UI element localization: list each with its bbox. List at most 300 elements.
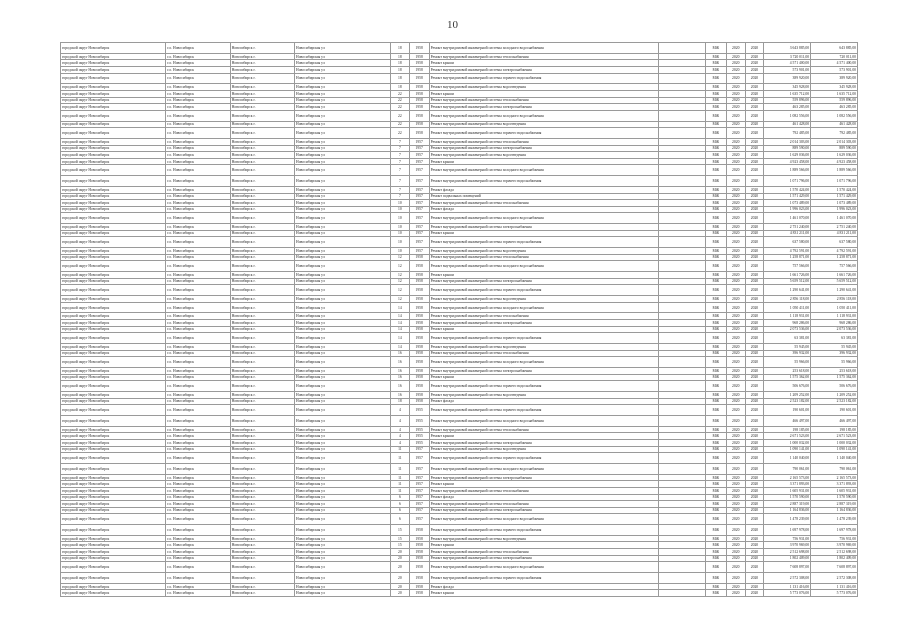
cell-build-year: 1957 bbox=[409, 237, 429, 248]
cell-house-number: 16 bbox=[391, 374, 410, 381]
cell-amount: 345 928,00 bbox=[811, 84, 858, 91]
cell-locality: Новосибирск г. bbox=[230, 507, 294, 514]
cell-amount: 1 802 409,00 bbox=[811, 555, 858, 562]
cell-amount: 573 901,00 bbox=[811, 66, 858, 73]
cell-amount: 792 485,00 bbox=[811, 128, 858, 139]
cell-street: Новосибирская ул bbox=[295, 494, 391, 501]
cell-note bbox=[658, 583, 705, 590]
cell-year-end: 2020 bbox=[745, 381, 764, 392]
cell-note bbox=[658, 230, 705, 237]
cell-locality: Новосибирск г. bbox=[230, 426, 294, 433]
cell-locality: Новосибирск г. bbox=[230, 367, 294, 374]
cell-criterion: МЖ bbox=[705, 84, 726, 91]
cell-house-number: 12 bbox=[391, 278, 410, 285]
cell-amount: 190 601,00 bbox=[811, 405, 858, 416]
cell-district: г.о. Новосибирск bbox=[166, 525, 230, 536]
cell-work-type: Ремонт внутридомовой инженерной системы электроснабжения bbox=[429, 507, 658, 514]
cell-year-start: 2020 bbox=[726, 213, 745, 224]
cell-criterion: МЖ bbox=[705, 535, 726, 542]
cell-build-year: 1958 bbox=[409, 535, 429, 542]
cell-street: Новосибирская ул bbox=[295, 555, 391, 562]
cell-district: г.о. Новосибирск bbox=[166, 381, 230, 392]
cell-amount: 389 920,00 bbox=[811, 73, 858, 84]
cell-criterion: МЖ bbox=[705, 248, 726, 255]
cell-cost: 757 566,00 bbox=[764, 261, 811, 272]
cell-locality: Новосибирск г. bbox=[230, 278, 294, 285]
cell-locality: Новосибирск г. bbox=[230, 381, 294, 392]
cell-cost: 253 618,00 bbox=[764, 367, 811, 374]
cell-amount: 2 523 182,00 bbox=[811, 398, 858, 405]
cell-amount: 463 285,00 bbox=[811, 104, 858, 111]
cell-house-number: 16 bbox=[391, 391, 410, 398]
table-row bbox=[61, 501, 858, 508]
cell-district: г.о. Новосибирск bbox=[166, 296, 230, 303]
cell-work-type: Ремонт крыши bbox=[429, 481, 658, 488]
cell-year-end: 2020 bbox=[745, 104, 764, 111]
cell-year-start: 2020 bbox=[726, 555, 745, 562]
cell-build-year: 1958 bbox=[409, 121, 429, 128]
cell-year-end: 2020 bbox=[745, 453, 764, 464]
cell-municipality: городской округ Новосибирск bbox=[61, 583, 166, 590]
cell-house-number: 18 bbox=[391, 398, 410, 405]
cell-amount: 756 931,00 bbox=[811, 535, 858, 542]
cell-year-end: 2020 bbox=[745, 200, 764, 207]
cell-amount: 4 792 591,00 bbox=[811, 248, 858, 255]
cell-work-type: Ремонт крыши bbox=[429, 230, 658, 237]
cell-amount: 1 258 871,00 bbox=[811, 254, 858, 261]
cell-amount: 2 856 118,00 bbox=[811, 296, 858, 303]
cell-cost: 573 901,00 bbox=[764, 66, 811, 73]
cell-year-end: 2020 bbox=[745, 213, 764, 224]
cell-street: Новосибирская ул bbox=[295, 97, 391, 104]
cell-cost: 466 497,00 bbox=[764, 415, 811, 426]
cell-work-type: Ремонт внутридомовой инженерной системы горячего водоснабжения bbox=[429, 573, 658, 584]
cell-street: Новосибирская ул bbox=[295, 405, 391, 416]
cell-year-start: 2020 bbox=[726, 138, 745, 145]
cell-municipality: городской округ Новосибирск bbox=[61, 60, 166, 67]
cell-criterion: МЖ bbox=[705, 367, 726, 374]
cell-criterion: МЖ bbox=[705, 158, 726, 165]
cell-amount: 1 209 252,00 bbox=[811, 391, 858, 398]
cell-criterion: МЖ bbox=[705, 446, 726, 453]
cell-criterion: МЖ bbox=[705, 186, 726, 193]
cell-street: Новосибирская ул bbox=[295, 176, 391, 187]
cell-work-type: Ремонт внутридомовой инженерной системы водоотведения bbox=[429, 391, 658, 398]
cell-criterion: МЖ bbox=[705, 344, 726, 351]
cell-district: г.о. Новосибирск bbox=[166, 165, 230, 176]
cell-build-year: 1957 bbox=[409, 138, 429, 145]
cell-note bbox=[658, 535, 705, 542]
cell-street: Новосибирская ул bbox=[295, 507, 391, 514]
cell-cost: 7 608 897,00 bbox=[764, 562, 811, 573]
cell-year-end: 2020 bbox=[745, 474, 764, 481]
cell-amount: 55 945,00 bbox=[811, 344, 858, 351]
cell-note bbox=[658, 391, 705, 398]
cell-municipality: городской округ Новосибирск bbox=[61, 152, 166, 159]
cell-street: Новосибирская ул bbox=[295, 573, 391, 584]
cell-district: г.о. Новосибирск bbox=[166, 193, 230, 200]
table-row bbox=[61, 43, 858, 54]
cell-house-number: 20 bbox=[391, 573, 410, 584]
cell-build-year: 1958 bbox=[409, 398, 429, 405]
cell-house-number: 14 bbox=[391, 302, 410, 313]
table-row bbox=[61, 186, 858, 193]
cell-street: Новосибирская ул bbox=[295, 296, 391, 303]
cell-municipality: городской округ Новосибирск bbox=[61, 138, 166, 145]
cell-note bbox=[658, 176, 705, 187]
cell-build-year: 1958 bbox=[409, 333, 429, 344]
cell-note bbox=[658, 296, 705, 303]
cell-cost: 1 605 931,00 bbox=[764, 487, 811, 494]
cell-note bbox=[658, 357, 705, 368]
cell-note bbox=[658, 60, 705, 67]
cell-cost: 55 966,00 bbox=[764, 357, 811, 368]
table-row bbox=[61, 453, 858, 464]
cell-amount: 1 889 566,00 bbox=[811, 165, 858, 176]
cell-year-start: 2020 bbox=[726, 481, 745, 488]
cell-municipality: городской округ Новосибирск bbox=[61, 514, 166, 525]
cell-work-type: Ремонт внутридомовой инженерной системы теплоснабжения bbox=[429, 487, 658, 494]
cell-note bbox=[658, 415, 705, 426]
cell-street: Новосибирская ул bbox=[295, 326, 391, 333]
cell-district: г.о. Новосибирск bbox=[166, 53, 230, 60]
cell-build-year: 1957 bbox=[409, 248, 429, 255]
cell-note bbox=[658, 121, 705, 128]
cell-municipality: городской округ Новосибирск bbox=[61, 381, 166, 392]
cell-street: Новосибирская ул bbox=[295, 165, 391, 176]
cell-house-number: 22 bbox=[391, 97, 410, 104]
cell-work-type: Ремонт внутридомовой инженерной системы горячего водоснабжения bbox=[429, 453, 658, 464]
cell-year-end: 2020 bbox=[745, 186, 764, 193]
cell-cost: 5 659 512,00 bbox=[764, 278, 811, 285]
cell-cost: 3 371 893,00 bbox=[764, 481, 811, 488]
cell-criterion: МЖ bbox=[705, 285, 726, 296]
cell-amount: 889 590,00 bbox=[811, 145, 858, 152]
cell-district: г.о. Новосибирск bbox=[166, 90, 230, 97]
page-number: 10 bbox=[447, 19, 458, 31]
table-row bbox=[61, 90, 858, 97]
cell-criterion: МЖ bbox=[705, 104, 726, 111]
cell-year-end: 2020 bbox=[745, 501, 764, 508]
cell-build-year: 1958 bbox=[409, 302, 429, 313]
cell-criterion: МЖ bbox=[705, 453, 726, 464]
cell-year-end: 2020 bbox=[745, 43, 764, 54]
cell-year-end: 2020 bbox=[745, 555, 764, 562]
cell-district: г.о. Новосибирск bbox=[166, 186, 230, 193]
cell-year-end: 2020 bbox=[745, 165, 764, 176]
table-row bbox=[61, 158, 858, 165]
cell-work-type: Ремонт внутридомовой инженерной системы горячего водоснабжения bbox=[429, 176, 658, 187]
cell-municipality: городской округ Новосибирск bbox=[61, 66, 166, 73]
cell-street: Новосибирская ул bbox=[295, 237, 391, 248]
cell-district: г.о. Новосибирск bbox=[166, 514, 230, 525]
cell-criterion: МЖ bbox=[705, 350, 726, 357]
cell-criterion: МЖ bbox=[705, 481, 726, 488]
cell-cost: 1 118 931,00 bbox=[764, 313, 811, 320]
cell-locality: Новосибирск г. bbox=[230, 474, 294, 481]
cell-note bbox=[658, 152, 705, 159]
cell-work-type: Ремонт внутридомовой инженерной системы теплоснабжения bbox=[429, 97, 658, 104]
table-row bbox=[61, 507, 858, 514]
cell-cost: 2 523 182,00 bbox=[764, 398, 811, 405]
cell-cost: 3 970 969,00 bbox=[764, 542, 811, 549]
cell-street: Новосибирская ул bbox=[295, 193, 391, 200]
cell-street: Новосибирская ул bbox=[295, 542, 391, 549]
cell-locality: Новосибирск г. bbox=[230, 453, 294, 464]
cell-district: г.о. Новосибирск bbox=[166, 350, 230, 357]
cell-work-type: Ремонт внутридомовой инженерной системы холодного водоснабжения bbox=[429, 110, 658, 121]
cell-note bbox=[658, 555, 705, 562]
cell-district: г.о. Новосибирск bbox=[166, 344, 230, 351]
cell-amount: 1 605 931,00 bbox=[811, 487, 858, 494]
cell-work-type: Ремонт внутридомовой инженерной системы холодного водоснабжения bbox=[429, 357, 658, 368]
cell-criterion: МЖ bbox=[705, 433, 726, 440]
cell-build-year: 1958 bbox=[409, 583, 429, 590]
cell-district: г.о. Новосибирск bbox=[166, 248, 230, 255]
cell-build-year: 1958 bbox=[409, 53, 429, 60]
cell-locality: Новосибирск г. bbox=[230, 285, 294, 296]
cell-note bbox=[658, 501, 705, 508]
cell-year-end: 2020 bbox=[745, 344, 764, 351]
cell-municipality: городской округ Новосибирск bbox=[61, 481, 166, 488]
cell-amount: 1 290 641,00 bbox=[811, 285, 858, 296]
cell-municipality: городской округ Новосибирск bbox=[61, 573, 166, 584]
cell-amount: 790 061,00 bbox=[811, 463, 858, 474]
cell-amount: 2 572 308,00 bbox=[811, 573, 858, 584]
cell-street: Новосибирская ул bbox=[295, 278, 391, 285]
cell-year-start: 2020 bbox=[726, 285, 745, 296]
cell-note bbox=[658, 350, 705, 357]
cell-amount: 1 131 416,00 bbox=[811, 583, 858, 590]
cell-municipality: городской округ Новосибирск bbox=[61, 415, 166, 426]
cell-municipality: городской округ Новосибирск bbox=[61, 193, 166, 200]
cell-locality: Новосибирск г. bbox=[230, 138, 294, 145]
cell-year-end: 2020 bbox=[745, 296, 764, 303]
cell-year-start: 2020 bbox=[726, 525, 745, 536]
cell-municipality: городской округ Новосибирск bbox=[61, 248, 166, 255]
cell-locality: Новосибирск г. bbox=[230, 110, 294, 121]
cell-district: г.о. Новосибирск bbox=[166, 213, 230, 224]
cell-year-start: 2020 bbox=[726, 200, 745, 207]
cell-work-type: Ремонт крыши bbox=[429, 158, 658, 165]
cell-year-start: 2020 bbox=[726, 104, 745, 111]
cell-year-end: 2020 bbox=[745, 433, 764, 440]
cell-locality: Новосибирск г. bbox=[230, 555, 294, 562]
cell-criterion: МЖ bbox=[705, 426, 726, 433]
cell-work-type: Ремонт внутридомовой инженерной системы теплоснабжения bbox=[429, 313, 658, 320]
cell-note bbox=[658, 285, 705, 296]
cell-locality: Новосибирск г. bbox=[230, 152, 294, 159]
cell-district: г.о. Новосибирск bbox=[166, 542, 230, 549]
cell-amount: 2 073 536,00 bbox=[811, 326, 858, 333]
cell-house-number: 4 bbox=[391, 426, 410, 433]
cell-district: г.о. Новосибирск bbox=[166, 320, 230, 327]
cell-cost: 2 073 536,00 bbox=[764, 326, 811, 333]
cell-district: г.о. Новосибирск bbox=[166, 357, 230, 368]
cell-work-type: Ремонт внутридомовой инженерной системы водоотведения bbox=[429, 152, 658, 159]
cell-district: г.о. Новосибирск bbox=[166, 138, 230, 145]
cell-amount: 1 571 429,00 bbox=[811, 193, 858, 200]
cell-district: г.о. Новосибирск bbox=[166, 374, 230, 381]
cell-house-number: 16 bbox=[391, 381, 410, 392]
cell-criterion: МЖ bbox=[705, 326, 726, 333]
cell-year-start: 2020 bbox=[726, 230, 745, 237]
cell-district: г.о. Новосибирск bbox=[166, 562, 230, 573]
cell-house-number: 7 bbox=[391, 145, 410, 152]
cell-work-type: Ремонт внутридомовой инженерной системы холодного водоснабжения bbox=[429, 43, 658, 54]
cell-amount: 1 140 040,00 bbox=[811, 453, 858, 464]
cell-locality: Новосибирск г. bbox=[230, 433, 294, 440]
table-row bbox=[61, 357, 858, 368]
table-row bbox=[61, 381, 858, 392]
cell-criterion: МЖ bbox=[705, 224, 726, 231]
cell-municipality: городской округ Новосибирск bbox=[61, 405, 166, 416]
cell-work-type: Ремонт внутридомовой инженерной системы холодного водоснабжения bbox=[429, 463, 658, 474]
cell-municipality: городской округ Новосибирск bbox=[61, 398, 166, 405]
cell-note bbox=[658, 487, 705, 494]
cell-house-number: 14 bbox=[391, 320, 410, 327]
cell-work-type: Ремонт крыши bbox=[429, 90, 658, 97]
cell-amount: 968 286,00 bbox=[811, 320, 858, 327]
table-row bbox=[61, 573, 858, 584]
cell-district: г.о. Новосибирск bbox=[166, 463, 230, 474]
cell-cost: 5 773 076,00 bbox=[764, 590, 811, 597]
cell-municipality: городской округ Новосибирск bbox=[61, 391, 166, 398]
cell-district: г.о. Новосибирск bbox=[166, 84, 230, 91]
cell-criterion: МЖ bbox=[705, 398, 726, 405]
cell-criterion: МЖ bbox=[705, 165, 726, 176]
cell-criterion: МЖ bbox=[705, 230, 726, 237]
cell-municipality: городской округ Новосибирск bbox=[61, 446, 166, 453]
cell-year-start: 2020 bbox=[726, 333, 745, 344]
cell-district: г.о. Новосибирск bbox=[166, 501, 230, 508]
cell-street: Новосибирская ул bbox=[295, 158, 391, 165]
cell-district: г.о. Новосибирск bbox=[166, 439, 230, 446]
cell-cost: 792 485,00 bbox=[764, 128, 811, 139]
cell-locality: Новосибирск г. bbox=[230, 193, 294, 200]
cell-municipality: городской округ Новосибирск bbox=[61, 261, 166, 272]
cell-work-type: Ремонт внутридомовой инженерной системы электроснабжения bbox=[429, 367, 658, 374]
cell-district: г.о. Новосибирск bbox=[166, 535, 230, 542]
cell-municipality: городской округ Новосибирск bbox=[61, 53, 166, 60]
cell-build-year: 1957 bbox=[409, 446, 429, 453]
cell-district: г.о. Новосибирск bbox=[166, 121, 230, 128]
cell-note bbox=[658, 333, 705, 344]
cell-amount: 7 608 897,00 bbox=[811, 562, 858, 573]
cell-house-number: 7 bbox=[391, 138, 410, 145]
cell-build-year: 1958 bbox=[409, 261, 429, 272]
cell-municipality: городской округ Новосибирск bbox=[61, 165, 166, 176]
cell-municipality: городской округ Новосибирск bbox=[61, 206, 166, 213]
cell-street: Новосибирская ул bbox=[295, 415, 391, 426]
cell-year-end: 2020 bbox=[745, 90, 764, 97]
cell-year-end: 2020 bbox=[745, 398, 764, 405]
cell-house-number: 12 bbox=[391, 272, 410, 279]
cell-year-end: 2020 bbox=[745, 326, 764, 333]
cell-note bbox=[658, 326, 705, 333]
cell-year-start: 2020 bbox=[726, 128, 745, 139]
cell-work-type: Ремонт внутридомовой инженерной системы теплоснабжения bbox=[429, 254, 658, 261]
cell-work-type: Ремонт фасада bbox=[429, 494, 658, 501]
cell-locality: Новосибирск г. bbox=[230, 60, 294, 67]
cell-year-start: 2020 bbox=[726, 426, 745, 433]
cell-work-type: Ремонт внутридомовой инженерной системы холодного водоснабжения bbox=[429, 213, 658, 224]
table-row bbox=[61, 562, 858, 573]
cell-year-start: 2020 bbox=[726, 344, 745, 351]
cell-criterion: МЖ bbox=[705, 555, 726, 562]
cell-build-year: 1958 bbox=[409, 549, 429, 556]
cell-amount: 1 090 141,00 bbox=[811, 446, 858, 453]
cell-district: г.о. Новосибирск bbox=[166, 230, 230, 237]
cell-year-end: 2020 bbox=[745, 542, 764, 549]
table-row bbox=[61, 73, 858, 84]
cell-cost: 1 073 489,00 bbox=[764, 200, 811, 207]
table-row bbox=[61, 254, 858, 261]
cell-year-end: 2020 bbox=[745, 590, 764, 597]
cell-amount: 3 970 969,00 bbox=[811, 542, 858, 549]
cell-locality: Новосибирск г. bbox=[230, 254, 294, 261]
cell-note bbox=[658, 84, 705, 91]
cell-criterion: МЖ bbox=[705, 121, 726, 128]
cell-year-start: 2020 bbox=[726, 367, 745, 374]
cell-cost: 1 996 023,00 bbox=[764, 206, 811, 213]
cell-street: Новосибирская ул bbox=[295, 487, 391, 494]
cell-build-year: 1957 bbox=[409, 224, 429, 231]
table-row bbox=[61, 474, 858, 481]
cell-criterion: МЖ bbox=[705, 313, 726, 320]
cell-criterion: МЖ bbox=[705, 391, 726, 398]
cell-district: г.о. Новосибирск bbox=[166, 97, 230, 104]
cell-year-end: 2020 bbox=[745, 514, 764, 525]
cell-criterion: МЖ bbox=[705, 237, 726, 248]
cell-street: Новосибирская ул bbox=[295, 549, 391, 556]
cell-street: Новосибирская ул bbox=[295, 261, 391, 272]
cell-year-end: 2020 bbox=[745, 320, 764, 327]
cell-locality: Новосибирск г. bbox=[230, 326, 294, 333]
cell-year-end: 2020 bbox=[745, 73, 764, 84]
cell-street: Новосибирская ул bbox=[295, 357, 391, 368]
cell-amount: 253 618,00 bbox=[811, 367, 858, 374]
cell-criterion: МЖ bbox=[705, 514, 726, 525]
cell-year-end: 2020 bbox=[745, 248, 764, 255]
cell-year-start: 2020 bbox=[726, 158, 745, 165]
table-row bbox=[61, 463, 858, 474]
cell-cost: 3 720 011,00 bbox=[764, 53, 811, 60]
cell-year-end: 2020 bbox=[745, 152, 764, 159]
cell-criterion: МЖ bbox=[705, 43, 726, 54]
cell-build-year: 1958 bbox=[409, 90, 429, 97]
cell-cost: 637 580,00 bbox=[764, 237, 811, 248]
cell-year-end: 2020 bbox=[745, 97, 764, 104]
cell-cost: 1 635 712,00 bbox=[764, 90, 811, 97]
cell-build-year: 1958 bbox=[409, 128, 429, 139]
cell-build-year: 1957 bbox=[409, 186, 429, 193]
cell-year-end: 2020 bbox=[745, 405, 764, 416]
cell-work-type: Ремонт внутридомовой инженерной системы горячего водоснабжения bbox=[429, 381, 658, 392]
cell-house-number: 18 bbox=[391, 84, 410, 91]
cell-build-year: 1958 bbox=[409, 350, 429, 357]
table-row bbox=[61, 374, 858, 381]
cell-district: г.о. Новосибирск bbox=[166, 43, 230, 54]
table-row bbox=[61, 313, 858, 320]
cell-work-type: Ремонт внутридомовой инженерной системы электроснабжения bbox=[429, 145, 658, 152]
cell-criterion: МЖ bbox=[705, 405, 726, 416]
cell-locality: Новосибирск г. bbox=[230, 481, 294, 488]
cell-district: г.о. Новосибирск bbox=[166, 573, 230, 584]
cell-locality: Новосибирск г. bbox=[230, 573, 294, 584]
cell-street: Новосибирская ул bbox=[295, 463, 391, 474]
cell-build-year: 1958 bbox=[409, 110, 429, 121]
